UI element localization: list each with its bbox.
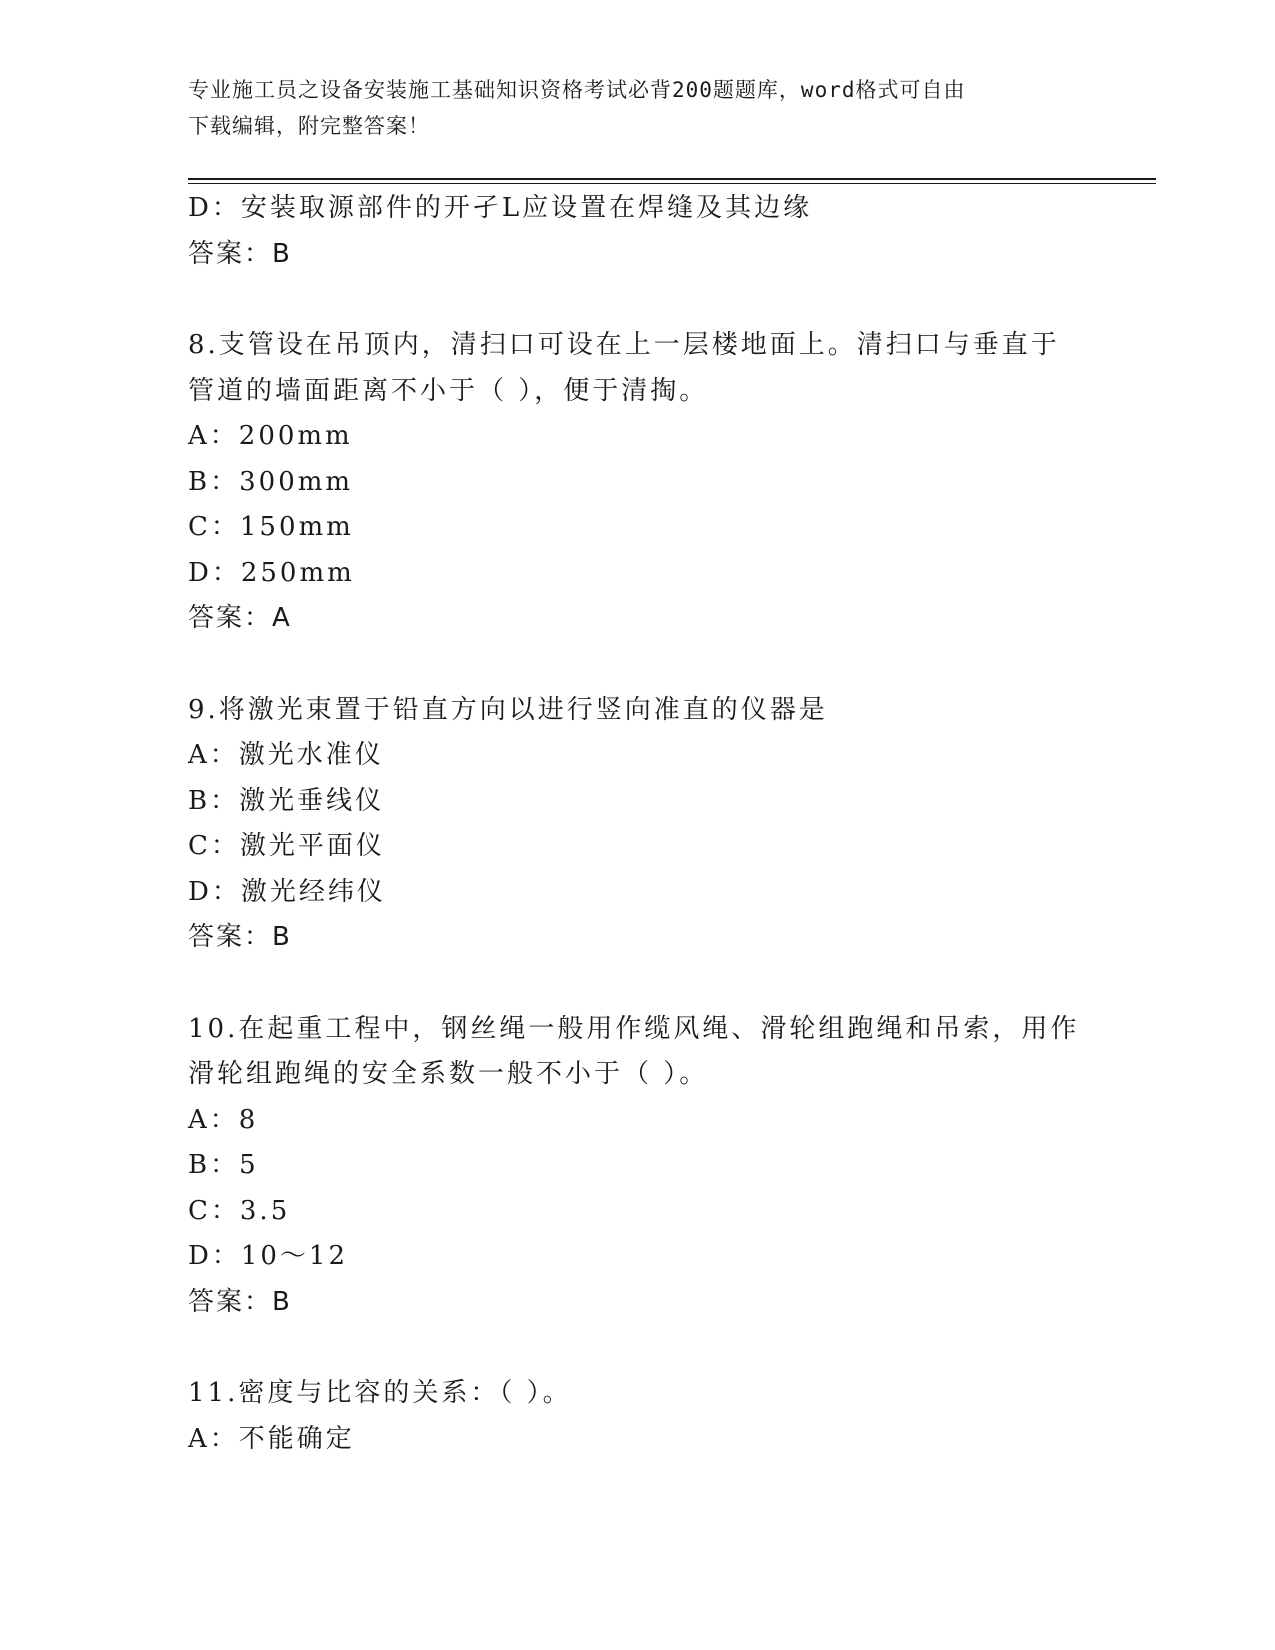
question-text-line: 10.在起重工程中，钢丝绳一般用作缆风绳、滑轮组跑绳和吊索，用作 <box>188 1013 1080 1044</box>
answer-line: 答案：B <box>188 922 292 952</box>
previous-question-tail <box>188 186 1088 277</box>
header-title-line2: 下载编辑，附完整答案！ <box>188 114 430 138</box>
question-text-line: 滑轮组跑绳的安全系数一般不小于（ ）。 <box>188 1059 709 1089</box>
question-text <box>188 323 1088 414</box>
option-c: C：激光平面仪 <box>188 831 385 861</box>
option-a: A：不能确定 <box>188 1423 355 1454</box>
question-text <box>188 688 1088 734</box>
option-b: B：激光垂线仪 <box>188 785 385 816</box>
option-b: B：5 <box>188 1150 259 1180</box>
option-a: A：200mm <box>188 421 353 451</box>
header-title-line1: 专业施工员之设备安装施工基础知识资格考试必背200题题库，word格式可自由 <box>188 78 966 102</box>
option-d: D：10～12 <box>188 1241 349 1271</box>
document-header <box>188 72 1078 144</box>
header-divider-thick <box>188 178 1156 180</box>
option-a: A：8 <box>188 1104 259 1135</box>
question-text <box>188 1007 1088 1098</box>
answer-line: 答案：B <box>188 1286 292 1317</box>
question-text <box>188 1371 1088 1417</box>
question-11 <box>188 1371 1088 1462</box>
question-10 <box>188 1007 1088 1326</box>
option-c: C：150mm <box>188 512 354 542</box>
question-text-line: 8.支管设在吊顶内，清扫口可设在上一层楼地面上。清扫口与垂直于 <box>188 330 1060 360</box>
header-divider-thin <box>188 183 1156 184</box>
question-8 <box>188 323 1088 642</box>
option-a: A：激光水准仪 <box>188 740 384 770</box>
question-text-line: 管道的墙面距离不小于（ ），便于清掏。 <box>188 375 709 406</box>
option-d: D：250mm <box>188 557 355 588</box>
question-content <box>188 186 1088 1462</box>
answer-line: 答案：B <box>188 238 292 269</box>
question-text-line: 9.将激光束置于铅直方向以进行竖向准直的仪器是 <box>188 694 828 725</box>
option-b: B：300mm <box>188 466 354 497</box>
option-d: D：激光经纬仪 <box>188 876 386 907</box>
option-c: C：3.5 <box>188 1195 291 1226</box>
option-d: D：安装取源部件的开孑L应设置在焊缝及其边缘 <box>188 193 813 223</box>
question-9 <box>188 688 1088 961</box>
answer-line: 答案：A <box>188 603 292 633</box>
question-text-line: 11.密度与比容的关系：（ ）。 <box>188 1378 572 1408</box>
